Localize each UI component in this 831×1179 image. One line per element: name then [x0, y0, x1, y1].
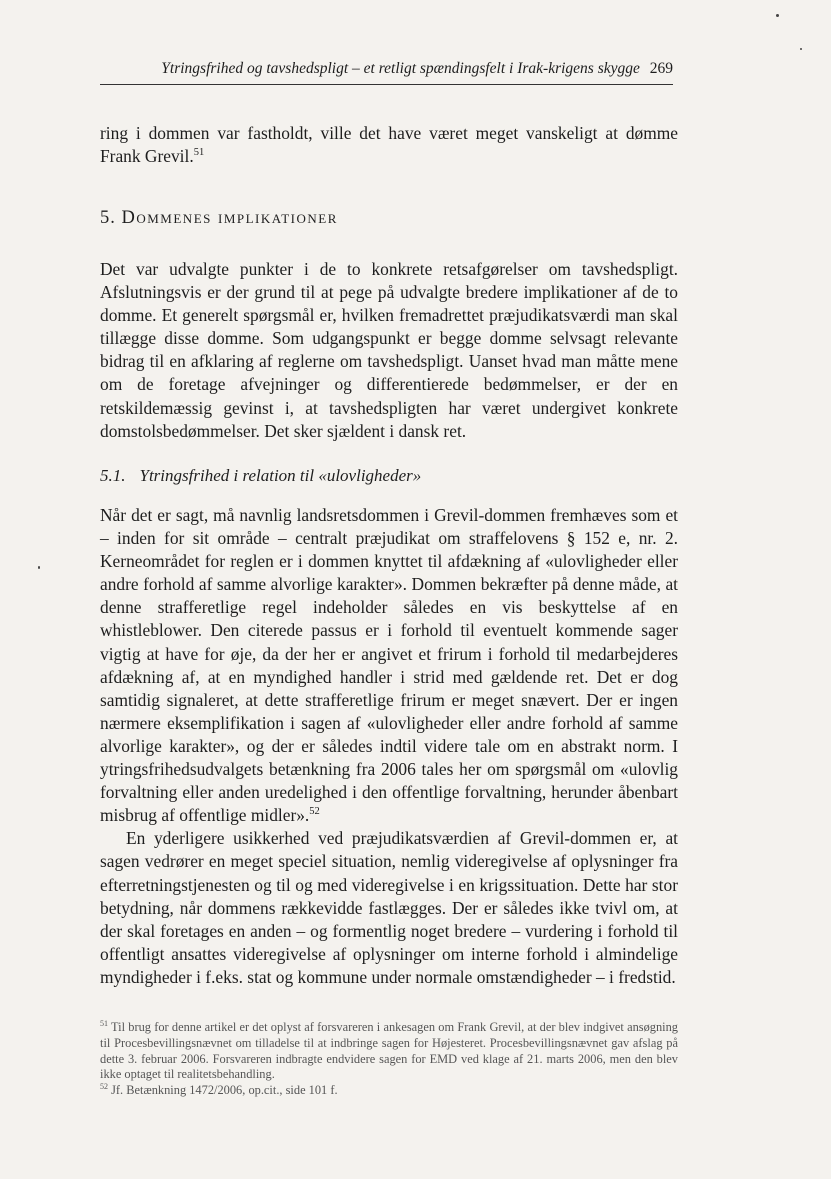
page-number: 269	[649, 60, 673, 77]
section-number: 5.	[100, 208, 116, 228]
subsection-paragraph-2: En yderligere usikkerhed ved præjudikatsværdien af Grevil-dommen er, at sagen vedrører en meget speciel situation, nemlig videregivelse af oplysninger fra efterretningstjenesten og til og med videregivelse i en krigssituation. Dette har stor betydning, når dommens rækkevidde fastlægges. Der er således ikke tvivl om, at der skal foretages en anden – og formentlig noget bredere – vurdering i forhold til offentligt ansattes videregivelse af oplysninger om interne forhold i almindelige myndigheder i f.eks. stat og kommune under normale omstændigheder – i fredstid.	[100, 828, 678, 987]
section-paragraph: Det var udvalgte punkter i de to konkrete retsafgørelser om tavshedspligt. Afslutningsvis er der grund til at pege på udvalgte bredere implikationer af de to domme. Et generelt spørgsmål er, hvilken fremadrettet præjudikatsværdi man skal tillægge disse domme. Som udgangspunkt er begge domme selvsagt relevante bidrag til en afklaring af reglerne om tavshedspligt. Uanset hvad man måtte mene om de foretage afvejninger og differentierede bedømmelser, er der en retskildemæssig gevinst i, at tavshedspligten har været undergivet konkrete domstolsbedømmelser. Det sker sjældent i dansk ret.	[100, 259, 678, 441]
scan-speck	[800, 48, 802, 50]
subsection-heading	[100, 466, 421, 486]
section-title: Dommenes implikationer	[121, 208, 338, 228]
section-body	[100, 258, 678, 443]
intro-block	[100, 122, 678, 168]
footnote-ref-52[interactable]: 52	[309, 806, 320, 818]
scan-speck	[38, 566, 40, 569]
running-title: Ytringsfrihed og tavshedspligt – et retligt spændingsfelt i Irak-krigens skygge	[161, 60, 640, 77]
scan-speck	[776, 14, 779, 17]
intro-paragraph: ring i dommen var fastholdt, ville det have været meget vanskeligt at dømme Frank Grevil.$^{51}$	[100, 123, 678, 167]
footnote-ref-51[interactable]: 51	[193, 147, 205, 159]
footnote-51: $^{51}$ Til brug for denne artikel er det oplyst af forsvareren i ankesagen om Frank Grevil, at der blev indgivet ansøgning til Procesbevillingsnævnet om tilladelse til at indbringe sagen for Højesteret. Procesbevillingsnævnet gav afslag på dette 3. februar 2006. Forsvareren indbragte endvidere sagen for EMD ved klage af 21. marts 2006, men den blev ikke optaget til realitetsbehandling.	[100, 1018, 679, 1082]
footnotes	[100, 1020, 678, 1099]
subsection-paragraph-1: Når det er sagt, må navnlig landsretsdommen i Grevil-dommen fremhæves som et – inden for sit område – centralt præjudikat om straffelovens § 152 e, nr. 2. Kerneområdet for reglen er i dommen knyttet til afdækning af «ulovligheder eller andre forhold af samme alvorlige karakter». Dommen bekræfter på denne måde, at denne strafferetlige regel indeholder således en vis beskyttelse af en whistleblower. Den citerede passus er i forhold til eventuelt kommende sager vigtig at have for øje, da der her er angivet et frirum i forhold til medarbejderes afdækning af, at en myndighed handler i strid med gældende ret. Det er dog samtidig signaleret, at dette strafferetlige frirum er meget snævert. Der er ingen nærmere eksemplifikation i sagen af «ulovligheder eller andre forhold af samme alvorlige karakter», og der er således indtil videre tale om en abstrakt norm. I ytringsfrihedsudvalgets betænkning fra 2006 tales her om spørgsmål om «ulovlig forvaltning eller anden uredelighed i den offentlige forvaltning, herunder åbenbart misbrug af offentlige midler».$^{52}$	[100, 505, 678, 826]
footnote-52: $^{52}$ Jf. Betænkning 1472/2006, op.cit., side 101 f.	[100, 1082, 338, 1098]
running-header	[100, 60, 673, 85]
section-heading	[100, 208, 338, 229]
subsection-title: Ytringsfrihed i relation til «ulovligheder»	[139, 466, 422, 485]
subsection-number: 5.1.	[100, 466, 126, 485]
subsection-body	[100, 504, 678, 989]
